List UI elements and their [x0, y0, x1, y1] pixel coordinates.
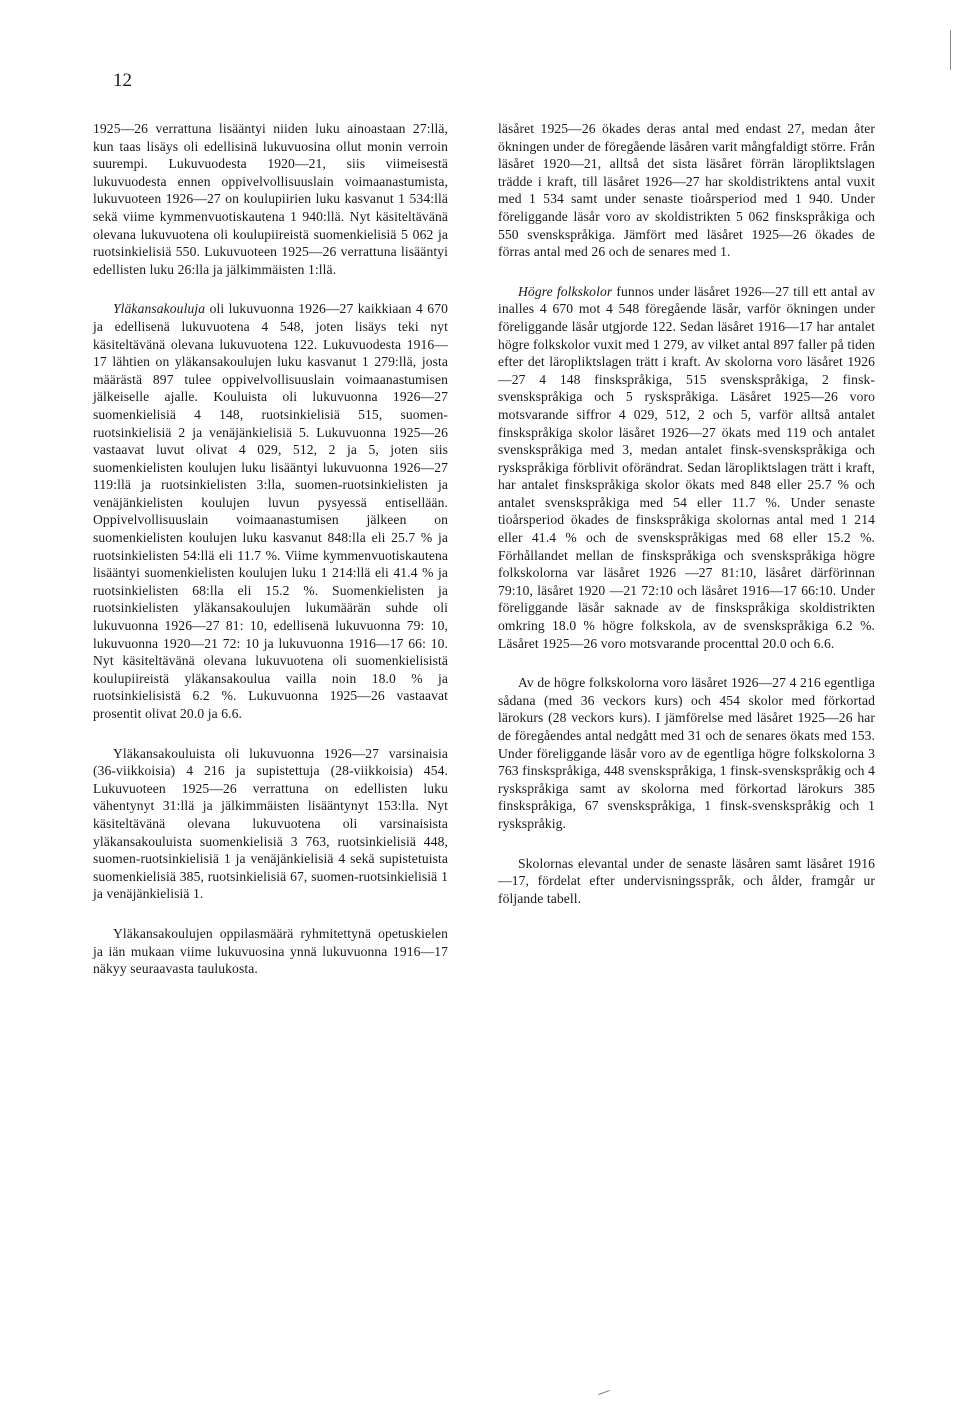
paragraph-sv-3: Av de högre folkskolorna voro läsåret 1926—27 4 216 egentliga sådana (med 36 veckors kurs) och 454 skolor med förkortad lärokurs (28 veckors kurs). I jämförelse med läsåret 1925—26 har de föregåendes antal nedgått med 31 och de senares ökats med 153. Under föreliggande läsår voro av de egentliga högre folkskolorna 3 763 finskspråkiga, 448 svenskspråkiga, 1 finsk-svenskspråkig och 4 ryskspråkiga samt av skolorna med förkortad lärokurs 385 finskspråkiga, 67 svenskspråkiga, 1 finsk-svenskspråkig och 1 ryskspråkig.	[498, 675, 875, 831]
scan-edge-mark	[950, 30, 951, 70]
paragraph-fi-1: 1925—26 verrattuna lisääntyi niiden luku ainoastaan 27:llä, kun taas lisäys oli edellisinä lukuvuosina ollut monin verroin suurempi. Lukuvuodesta 1920—21, siis viimeisestä lukuvuodesta ennen oppivelvollisuuslain voimaanastumista, lukuvuoteen 1926—27 on koulupiirien luku kasvanut 1 534:llä sekä viime kymmenvuotiskautena 1 940:llä. Nyt käsiteltävänä olevana lukuvuotena oli koulupiireistä suomenkielisiä 5 062 ja ruotsinkielisiä 550. Lukuvuoteen 1925—26 verrattuna lisääntyi edellisten luku 26:lla ja jälkimmäisten 1:llä.	[93, 121, 448, 277]
paragraph-fi-2	[93, 300, 448, 722]
lead-term-sv-2: Högre folkskolor	[518, 283, 613, 299]
page-number: 12	[113, 70, 132, 91]
paragraph-sv-2	[498, 283, 875, 652]
paragraph-fi-2-body: oli lukuvuonna 1926—27 kaikkiaan 4 670 ja edellisenä lukuvuotena 4 548, joten lisäys teki nyt käsiteltävänä olevana lukuvuotena 122. Lukuvuodesta 1916—17 lähtien on yläkansakoulujen luku kasvanut 1 279:llä, josta määrästä 897 tulee oppivelvollisuuslain voimaanastumisen jälkeiselle ajalle. Kouluista oli lukuvuonna 1926—27 suomenkielisiä 4 148, ruotsinkielisiä 515, suomen-ruotsinkielisiä 2 ja venäjänkielisiä 5. Lukuvuonna 1925—26 vastaavat luvut olivat 4 029, 512, 2 ja 5, joten siis suomenkielisten koulujen luku lisääntyi lukuvuonna 1926—27 119:llä ja ruotsinkielisten 3:lla, suomen-ruotsinkielisten ja venäjänkielisten koulujen luvun pysyessä entisellään. Oppivelvollisuuslain voimaanastumisen jälkeen on suomenkielisten koulujen luku kasvanut 848:lla eli 25.7 % ja ruotsinkielisten 54:llä eli 11.7 %. Viime kymmenvuotiskautena lisääntyi suomenkielisten koulujen luku 1 214:llä eli 41.4 % ja ruotsinkielisten 68:lla eli 15.2 %. Suomenkielisten ja ruotsinkielisten yläkansakoulujen lukumäärän suhde oli lukuvuonna 1926—27 81: 10, edellisenä lukuvuonna 79: 10, lukuvuonna 1920—21 72: 10 ja lukuvuonna 1916—17 66: 10. Nyt käsiteltävänä olevana lukuvuotena oli suomenkielisistä koulupiireistä yläkansakoulua vailla noin 18.0 % ja ruotsinkielisistä 6.2 %. Lukuvuonna 1925—26 vastaavat prosentit olivat 20.0 ja 6.6.	[93, 301, 448, 721]
paragraph-sv-1: läsåret 1925—26 ökades deras antal med endast 27, medan åter ökningen under de föregående läsåren varit mångfaldigt större. Från läsåret 1920—21, alltså det sista läsåret förrän läropliktslagen trädde i kraft, till läsåret 1926—27 har skoldistriktens antal vuxit med 1 534 samt under senaste tioårsperiod med 1 940. Under föreliggande läsår voro av skoldistrikten 5 062 finskspråkiga och 550 svenskspråkiga. Jämfört med läsåret 1925—26 ökades de förras antal med 26 och de senares med 1.	[498, 121, 875, 260]
paragraph-fi-4: Yläkansakoulujen oppilasmäärä ryhmitettynä opetuskielen ja iän mukaan viime lukuvuosina ynnä lukuvuonna 1916—17 näkyy seuraavasta taulukosta.	[93, 925, 448, 977]
paragraph-fi-3: Yläkansakouluista oli lukuvuonna 1926—27 varsinaisia (36-viikkoisia) 4 216 ja supistettuja (28-viikkoisia) 454. Lukuvuoteen 1925—26 verrattuna on edellisten luku vähentynyt 31:llä ja jälkimmäisten lisääntynyt 153:lla. Nyt käsiteltävänä olevana lukuvuotena oli varsinaisista yläkansakouluista suomenkielisiä 3 763, ruotsinkielisiä 448, suomen-ruotsinkielisiä 1 ja venäjänkielisiä 4 sekä supistetuista suomenkielisiä 385, ruotsinkielisiä 67, suomen-ruotsinkielisiä 1 ja venäjänkielisiä 1.	[93, 745, 448, 902]
swedish-text-column	[498, 120, 875, 907]
finnish-text-column	[93, 120, 448, 978]
scan-stray-mark	[598, 1390, 610, 1395]
paragraph-sv-2-body: funnos under läsåret 1926—27 till ett antal av inalles 4 670 mot 4 548 föregående läsår, varför ökningen under föreliggande läsår utgjorde 122. Sedan läsåret 1916—17 har antalet högre folkskolor vuxit med 1 279, av vilket antal 897 faller på tiden efter det läropliktslagen trätt i kraft. Av skolorna voro läsåret 1926—27 4 148 finskspråkiga, 515 svenskspråkiga, 2 finsk-svenskspråkiga och 5 ryskspråkiga. Läsåret 1925—26 voro motsvarande siffror 4 029, 512, 2 och 5, varför alltså antalet finskspråkiga skolor läsåret 1926—27 ökats med 119 och antalet svenskspråkiga med 3, medan antalet finsk-svenskspråkiga och ryskspråkiga förblivit oförändrat. Sedan läropliktslagen trätt i kraft, har antalet finskspråkiga skolor ökats med 848 eller 25.7 % och antalet svenskspråkiga med 54 eller 11.7 %. Under senaste tioårsperiod ökades de finskspråkiga skolornas antal med 1 214 eller 41.4 % och de svenskspråkigas med 68 eller 15.2 %. Förhållandet mellan de finskspråkiga och svenskspråkiga högre folkskolorna var läsåret 1926 —27 81:10, läsåret därförinnan 79:10, läsåret 1920 —21 72:10 och läsåret 1916—17 66:10. Under föreliggande läsår saknade av de finskspråkiga skoldistrikten omkring 18.0 % högre folkskola, av de svenskspråkiga 6.2 %. Läsåret 1925—26 voro motsvarande procenttal 20.0 och 6.6.	[498, 283, 875, 651]
paragraph-sv-4: Skolornas elevantal under de senaste läsåren samt läsåret 1916—17, fördelat efter undervisningsspråk, och ålder, framgår ur följande tabell.	[498, 855, 875, 906]
lead-term-fi-2: Yläkansakouluja	[113, 301, 206, 317]
